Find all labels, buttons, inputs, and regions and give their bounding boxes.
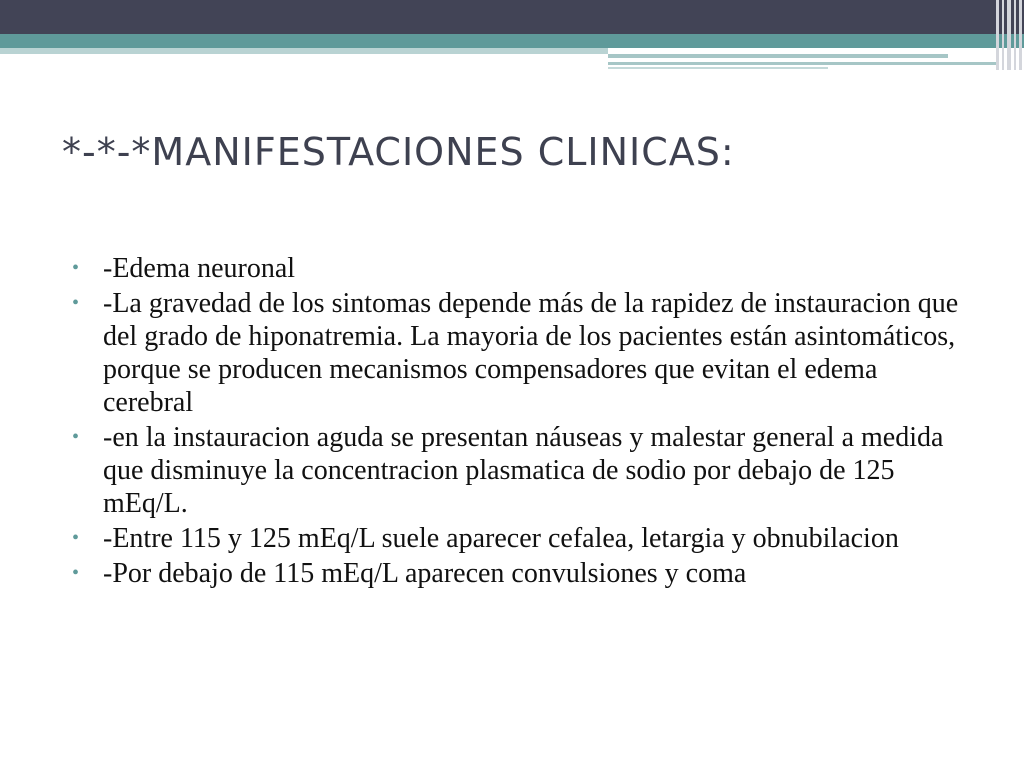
bullet-list: [72, 252, 972, 592]
bullet-icon: •: [72, 426, 80, 448]
bullet-text: -Por debajo de 115 mEq/L aparecen convulsiones y coma: [103, 558, 747, 589]
bullet-item: [72, 252, 972, 285]
header-accent-line: [608, 54, 948, 58]
bullet-item: [72, 287, 972, 419]
bullet-text: -Entre 115 y 125 mEq/L suele aparecer cefalea, letargia y obnubilacion: [103, 523, 899, 554]
bullet-icon: •: [72, 257, 80, 279]
bullet-text: -Edema neuronal: [103, 253, 296, 284]
bullet-icon: •: [72, 292, 80, 314]
header-accent-line: [608, 67, 828, 69]
bullet-item: [72, 557, 972, 590]
slide-title: *-*-*MANIFESTACIONES CLINICAS:: [62, 130, 735, 174]
corner-decoration: [994, 0, 1024, 70]
header-bar-dark: [0, 0, 1024, 34]
header-accent-line: [608, 62, 998, 65]
bullet-icon: •: [72, 562, 80, 584]
bullet-text: -en la instauracion aguda se presentan náuseas y malestar general a medida que disminuye la concentracion plasmatica de sodio por debajo de 125 mEq/L.: [103, 422, 944, 519]
bullet-text: -La gravedad de los sintomas depende más de la rapidez de instauracion que del grado de hiponatremia. La mayoria de los pacientes están asintomáticos, porque se producen mecanismos compensadores que evitan el edema cerebral: [103, 288, 959, 418]
header-bar-light: [0, 48, 608, 54]
bullet-icon: •: [72, 527, 80, 549]
bullet-item: [72, 522, 972, 555]
bullet-item: [72, 421, 972, 520]
header-bar-teal: [0, 34, 1024, 48]
